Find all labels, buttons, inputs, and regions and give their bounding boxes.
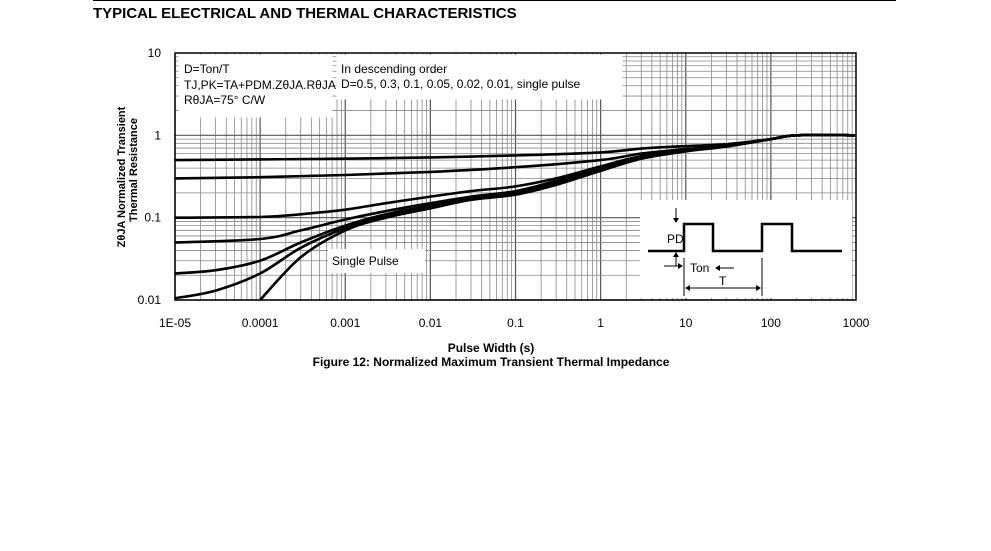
- x-tick-label: 0.01: [418, 316, 443, 330]
- single-pulse-label-box: [328, 249, 425, 273]
- x-tick-label: 1: [597, 316, 604, 330]
- figure-caption: Figure 12: Normalized Maximum Transient Thermal Impedance: [312, 355, 670, 369]
- formula-line-1: D=Ton/T: [184, 62, 230, 76]
- formula-box: [179, 55, 336, 117]
- period-label: T: [719, 274, 727, 288]
- pulse-inset: [640, 200, 852, 298]
- y-tick-label: 0.1: [144, 210, 161, 225]
- x-tick-label: 1000: [842, 316, 870, 330]
- formula-line-2: TJ,PK=TA+PDM.ZθJA.RθJA: [184, 78, 336, 92]
- order-box: [337, 55, 622, 99]
- order-line-2: D=0.5, 0.3, 0.1, 0.05, 0.02, 0.01, single pulse: [341, 77, 581, 91]
- formula-line-3: RθJA=75° C/W: [184, 93, 266, 107]
- y-tick-label: 0.01: [137, 293, 161, 307]
- x-axis-title: Pulse Width (s): [447, 341, 535, 355]
- x-tick-label: 0.001: [330, 316, 361, 330]
- x-tick-label: 0.1: [507, 316, 524, 330]
- section-title: TYPICAL ELECTRICAL AND THERMAL CHARACTERISTICS: [93, 5, 517, 22]
- y-axis-title-line-1: ZθJA Normalized Transient: [116, 106, 128, 248]
- y-tick-label: 1: [154, 128, 161, 143]
- x-tick-label: 100: [760, 316, 781, 330]
- y-tick-label: 10: [147, 46, 161, 60]
- x-tick-label: 10: [679, 316, 693, 330]
- ton-label: Ton: [690, 261, 710, 275]
- x-tick-label: 0.0001: [241, 316, 279, 330]
- y-axis-title-line-2: Thermal Resistance: [128, 118, 140, 222]
- pd-label: PD: [667, 232, 684, 246]
- single-pulse-label: Single Pulse: [332, 254, 399, 268]
- order-line-1: In descending order: [341, 62, 448, 76]
- x-tick-label: 1E-05: [158, 316, 192, 330]
